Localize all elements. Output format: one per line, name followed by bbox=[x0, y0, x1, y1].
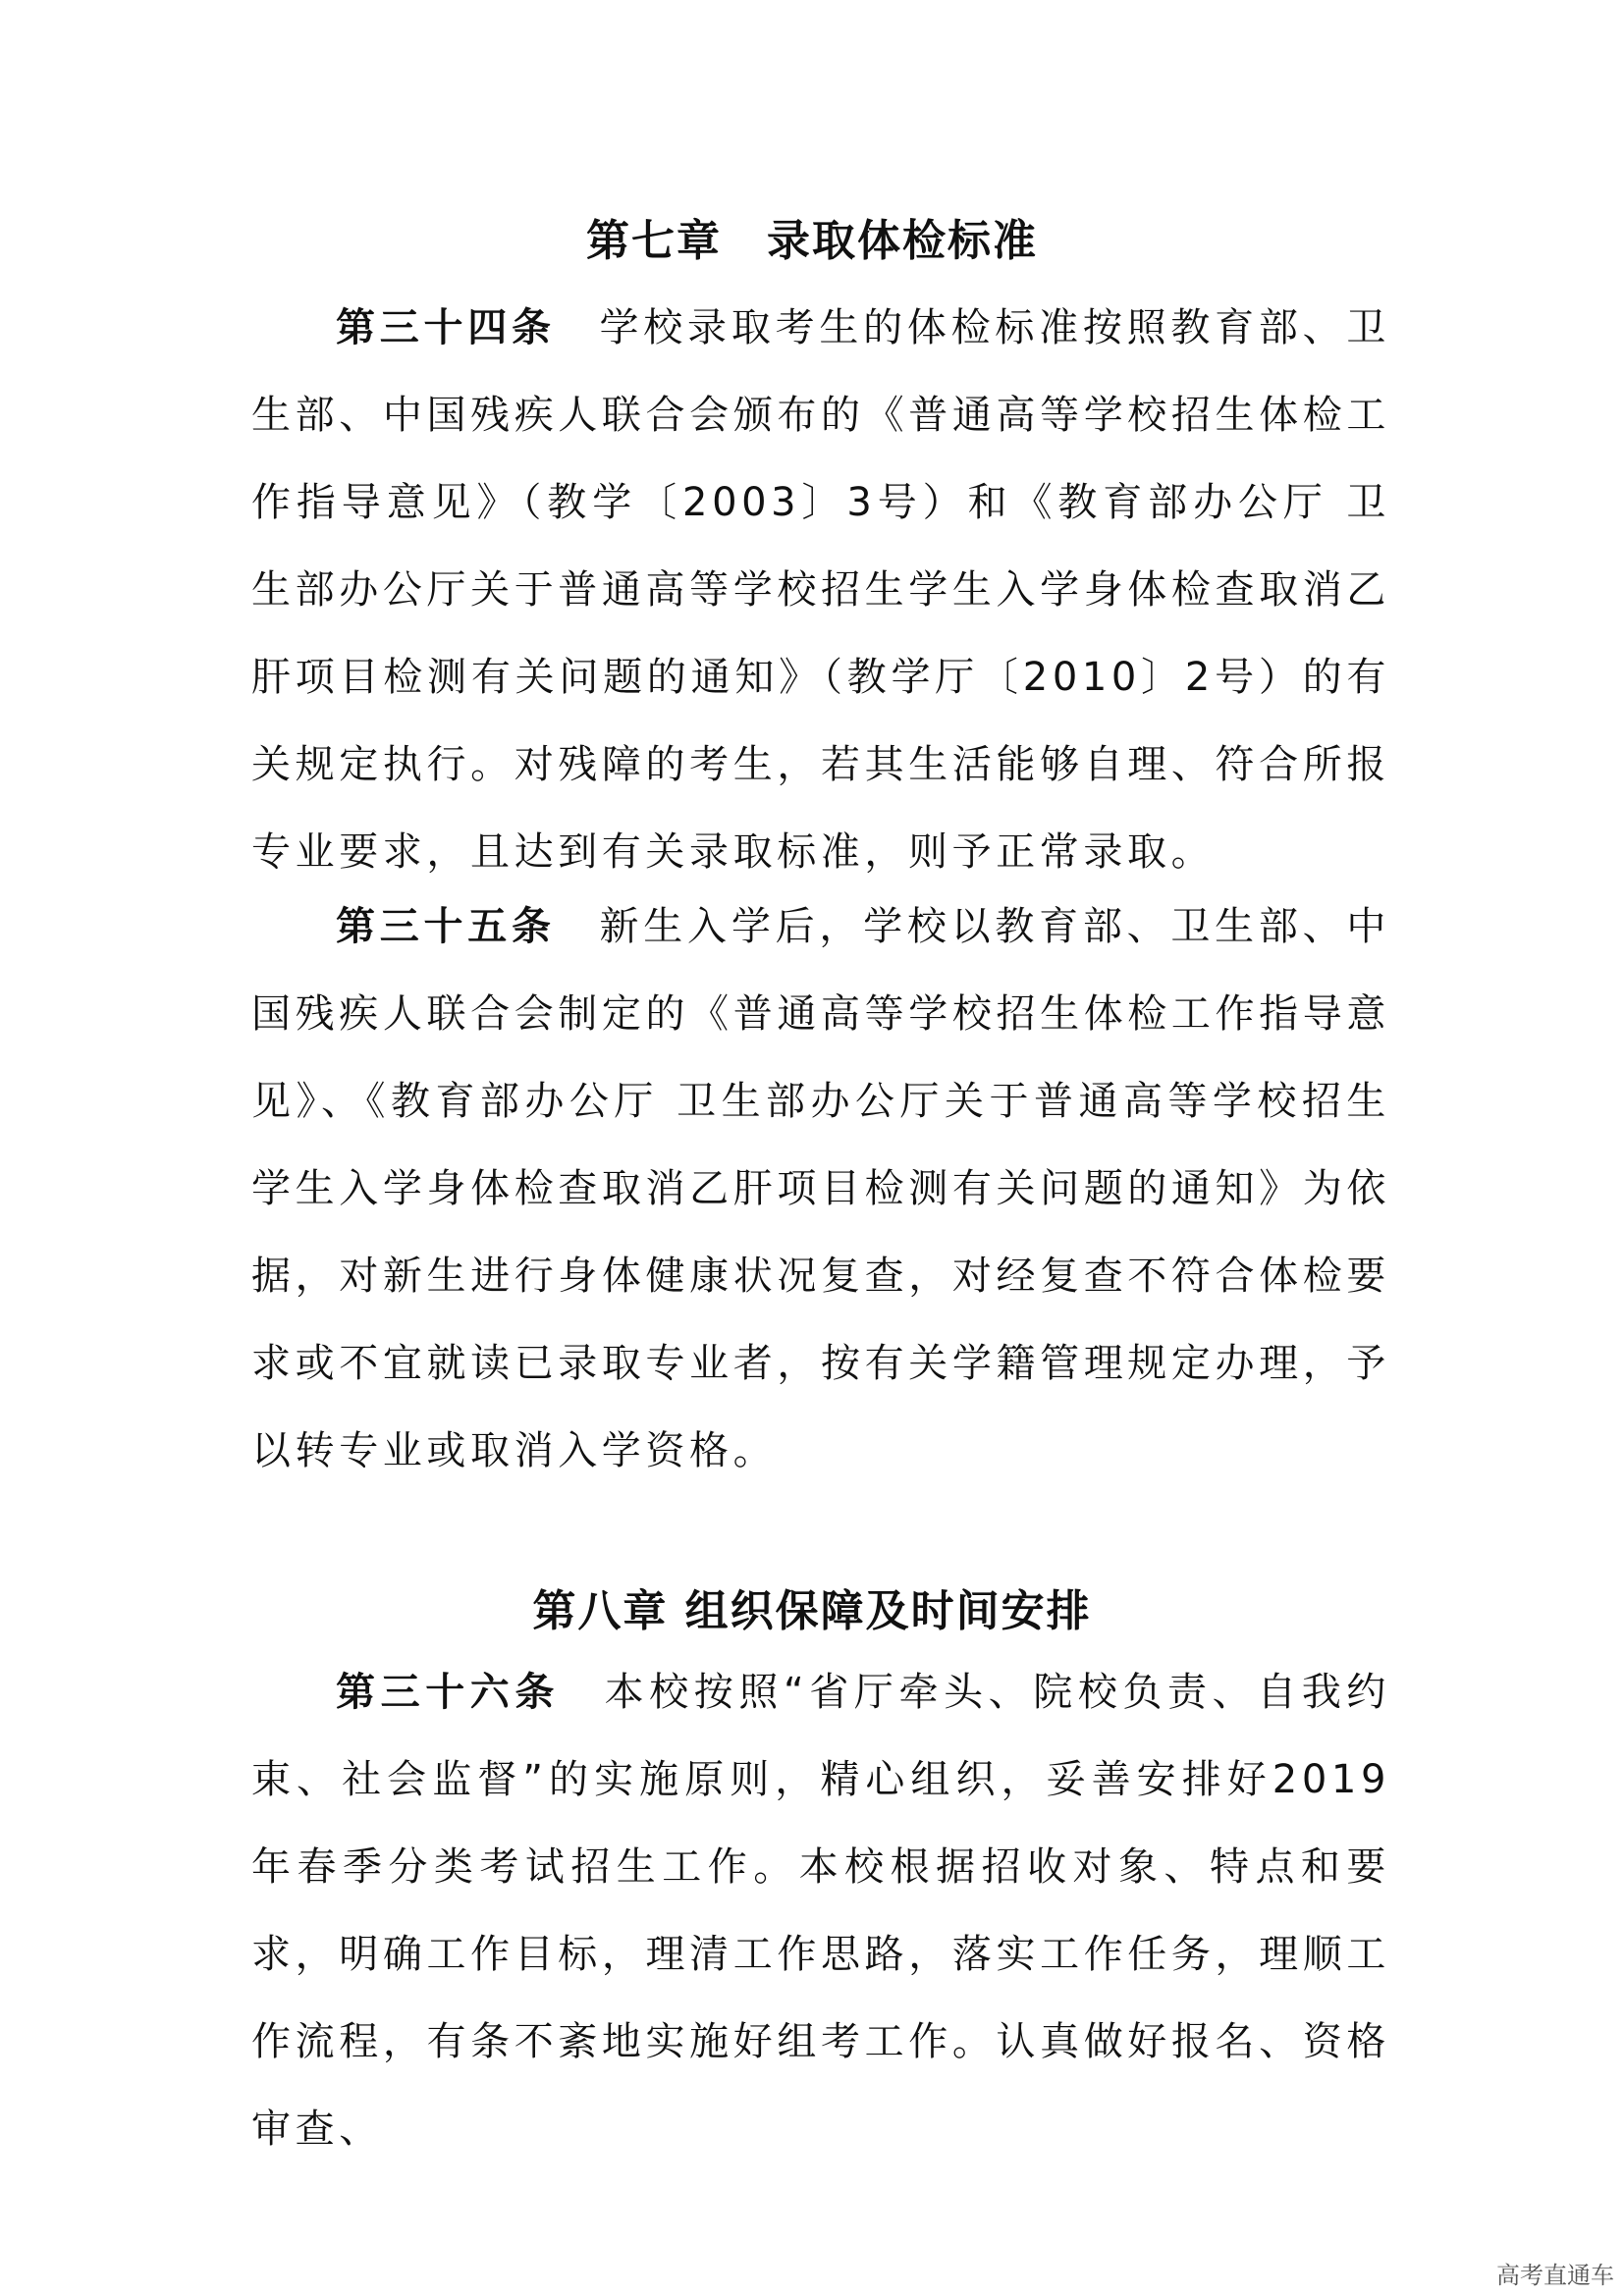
chapter-7-title: 第七章 录取体检标准 bbox=[586, 216, 1038, 266]
article-34-number: 第三十四条 bbox=[336, 305, 556, 350]
article-36 bbox=[251, 1649, 1390, 2173]
article-35-number: 第三十五条 bbox=[336, 904, 556, 949]
article-36-number: 第三十六条 bbox=[336, 1670, 560, 1715]
article-35 bbox=[251, 883, 1390, 1495]
article-34 bbox=[251, 285, 1390, 896]
article-36-text: 本校按照“省厅牵头、院校负责、自我约束、社会监督”的实施原则，精心组织，妥善安排好2019年春季分类考试招生工作。本校根据招收对象、特点和要求，明确工作目标，理清工作思路，落实工作任务，理顺工作流程，有条不紊地实施好组考工作。认真做好报名、资格审查、 bbox=[251, 1670, 1391, 2152]
article-35-text: 新生入学后，学校以教育部、卫生部、中国残疾人联合会制定的《普通高等学校招生体检工作指导意见》、《教育部办公厅 卫生部办公厅关于普通高等学校招生学生入学身体检查取消乙肝项目检测有关问题的通知》为依据，对新生进行身体健康状况复查，对经复查不符合体检要求或不宜就读已录取专业者，按有关学籍管理规定办理，予以转专业或取消入学资格。 bbox=[251, 904, 1390, 1473]
watermark: 高考直通车 bbox=[1496, 2262, 1614, 2289]
chapter-8-title: 第八章 组织保障及时间安排 bbox=[532, 1586, 1092, 1636]
article-34-text: 学校录取考生的体检标准按照教育部、卫生部、中国残疾人联合会颁布的《普通高等学校招生体检工作指导意见》（教学〔2003〕3号）和《教育部办公厅 卫生部办公厅关于普通高等学校招生学生入学身体检查取消乙肝项目检测有关问题的通知》（教学厅〔2010〕2号）的有关规定执行。对残障的考生，若其生活能够自理、符合所报专业要求，且达到有关录取标准，则予正常录取。 bbox=[251, 305, 1390, 875]
